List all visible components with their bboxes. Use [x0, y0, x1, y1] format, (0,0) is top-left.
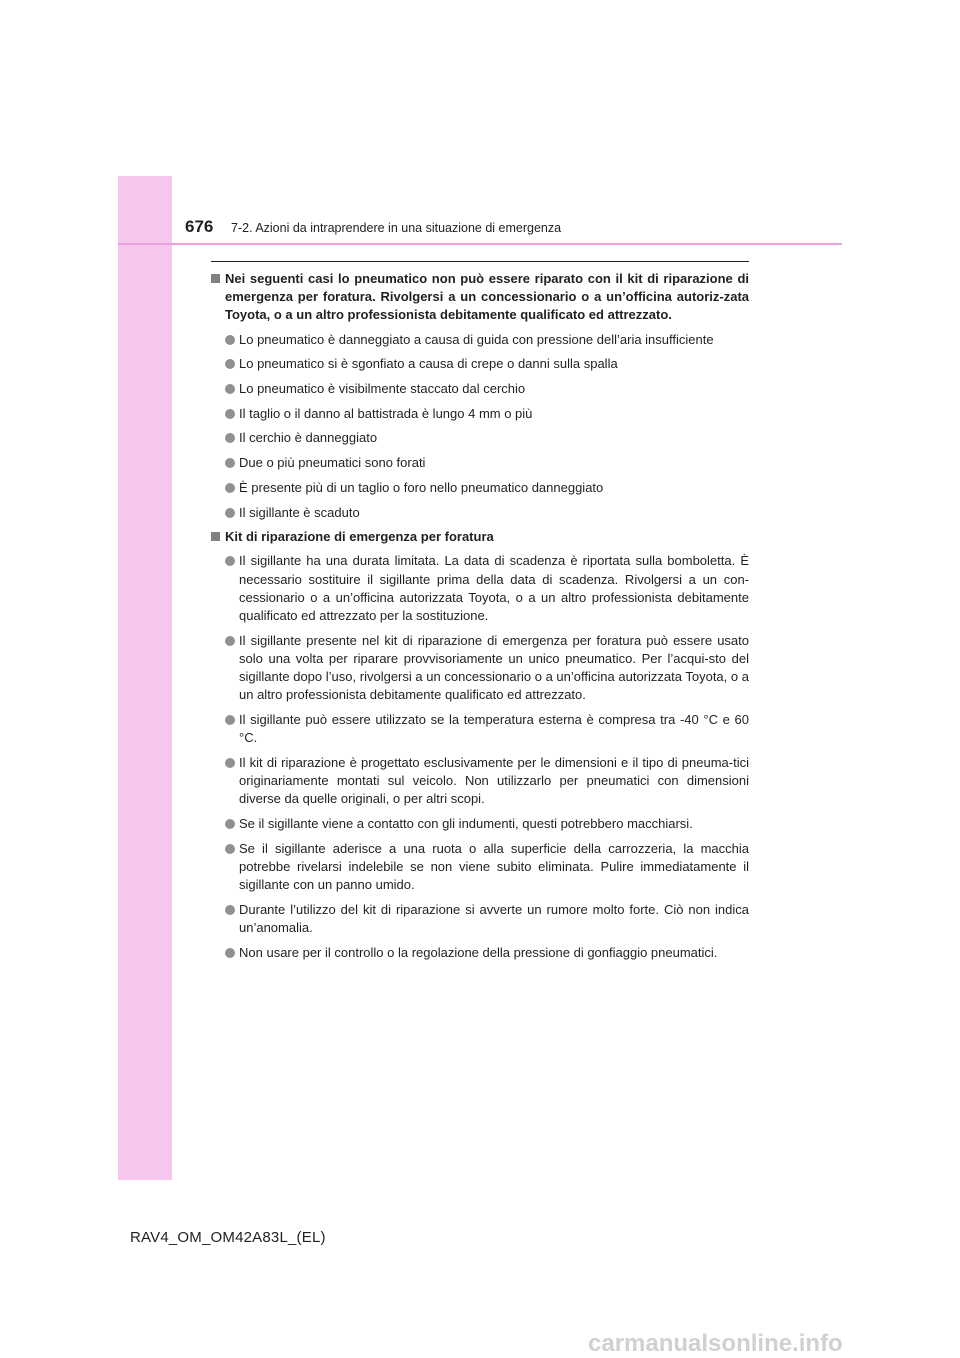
list-item-text: Lo pneumatico è visibilmente staccato dal cerchio — [239, 381, 526, 397]
circle-bullet-icon — [225, 636, 235, 646]
document-code: RAV4_OM_OM42A83L_(EL) — [130, 1229, 326, 1246]
content-rule — [211, 261, 749, 262]
circle-bullet-icon — [225, 384, 235, 394]
page-number: 676 — [185, 217, 214, 236]
section-heading — [211, 528, 749, 546]
list-item-text: Non usare per il controllo o la regolazione della pressione di gonfiaggio pneumatici. — [239, 944, 718, 960]
list-item — [211, 552, 749, 625]
side-band — [118, 176, 172, 1180]
section-heading-text: Nei seguenti casi lo pneumatico non può essere riparato con il kit di riparazione di emergenza per foratura. Rivolgersi a un concessionario o a un’officina autoriz-zata Toyota, o a un altro professionista debitamente qualificato ed attrezzato. — [225, 271, 749, 323]
circle-bullet-icon — [225, 948, 235, 958]
list-item — [211, 479, 749, 497]
list-item — [211, 711, 749, 747]
square-bullet-icon — [211, 532, 220, 541]
watermark: carmanualsonline.info — [588, 1330, 843, 1357]
list-item — [211, 754, 749, 809]
circle-bullet-icon — [225, 409, 235, 419]
list-item — [211, 632, 749, 705]
header-rule — [118, 243, 842, 245]
circle-bullet-icon — [225, 819, 235, 829]
list-item-text: Se il sigillante aderisce a una ruota o alla superficie della carrozzeria, la macchia potrebbe rivelarsi indelebile se non viene subito eliminata. Pulire immediatamente il sigillante con un panno umido. — [239, 840, 749, 893]
list-item-text: Il sigillante ha una durata limitata. La data di scadenza è riportata sulla bomboletta. È necessario sostituire il sigillante prima della data di scadenza. Rivolgersi a un con-cessionario o a un’officina autorizzata Toyota, o a un altro professionista debitamente qualificato ed attrezzato per la sostituzione. — [239, 553, 749, 624]
circle-bullet-icon — [225, 758, 235, 768]
list-item-text: Il cerchio è danneggiato — [239, 430, 378, 446]
list-item — [211, 944, 749, 962]
list-item — [211, 405, 749, 423]
square-bullet-icon — [211, 274, 220, 283]
list-item — [211, 355, 749, 373]
section-title: 7-2. Azioni da intraprendere in una situazione di emergenza — [231, 221, 562, 235]
main-content — [211, 270, 749, 969]
circle-bullet-icon — [225, 844, 235, 854]
list-item — [211, 429, 749, 447]
circle-bullet-icon — [225, 458, 235, 468]
list-item-text: È presente più di un taglio o foro nello pneumatico danneggiato — [239, 479, 604, 495]
section-heading — [211, 270, 749, 325]
list-item-text: Lo pneumatico è danneggiato a causa di guida con pressione dell’aria insufficiente — [239, 331, 714, 347]
list-item-text: Il sigillante può essere utilizzato se la temperatura esterna è compresa tra -40 °C e 60 °C. — [239, 712, 749, 746]
circle-bullet-icon — [225, 508, 235, 518]
list-item-text: Il sigillante presente nel kit di riparazione di emergenza per foratura può essere usato solo una volta per riparare provvisoriamente un unico pneumatico. Per l’acqui-sto del sigillante dopo l’uso, rivolgersi a un concessionario o a un’officina autorizzata Toyota, o a un altro professionista debitamente qualificato ed attrezzato. — [239, 632, 749, 703]
circle-bullet-icon — [225, 359, 235, 369]
section-heading-text: Kit di riparazione di emergenza per foratura — [225, 529, 494, 545]
list-item — [211, 380, 749, 398]
list-item-text: Durante l’utilizzo del kit di riparazione si avverte un rumore molto forte. Ciò non indica un’anomalia. — [239, 901, 749, 936]
list-item — [211, 901, 749, 937]
list-item — [211, 815, 749, 833]
circle-bullet-icon — [225, 433, 235, 443]
list-item — [211, 840, 749, 895]
circle-bullet-icon — [225, 905, 235, 915]
list-item-text: Il sigillante è scaduto — [239, 504, 360, 520]
list-item-text: Il taglio o il danno al battistrada è lungo 4 mm o più — [239, 405, 533, 421]
list-item-text: Il kit di riparazione è progettato esclusivamente per le dimensioni e il tipo di pneuma-tici originariamente montati sul veicolo. Non utilizzarlo per pneumatici con dimensioni diverse da quelle originali, o per altri scopi. — [239, 754, 749, 807]
list-item-text: Due o più pneumatici sono forati — [239, 455, 426, 471]
circle-bullet-icon — [225, 715, 235, 725]
list-item-text: Lo pneumatico si è sgonfiato a causa di crepe o danni sulla spalla — [239, 356, 618, 372]
list-item-text: Se il sigillante viene a contatto con gli indumenti, questi potrebbero macchiarsi. — [239, 816, 693, 832]
circle-bullet-icon — [225, 335, 235, 345]
list-item — [211, 454, 749, 472]
list-item — [211, 504, 749, 522]
circle-bullet-icon — [225, 483, 235, 493]
list-item — [211, 331, 749, 349]
circle-bullet-icon — [225, 556, 235, 566]
